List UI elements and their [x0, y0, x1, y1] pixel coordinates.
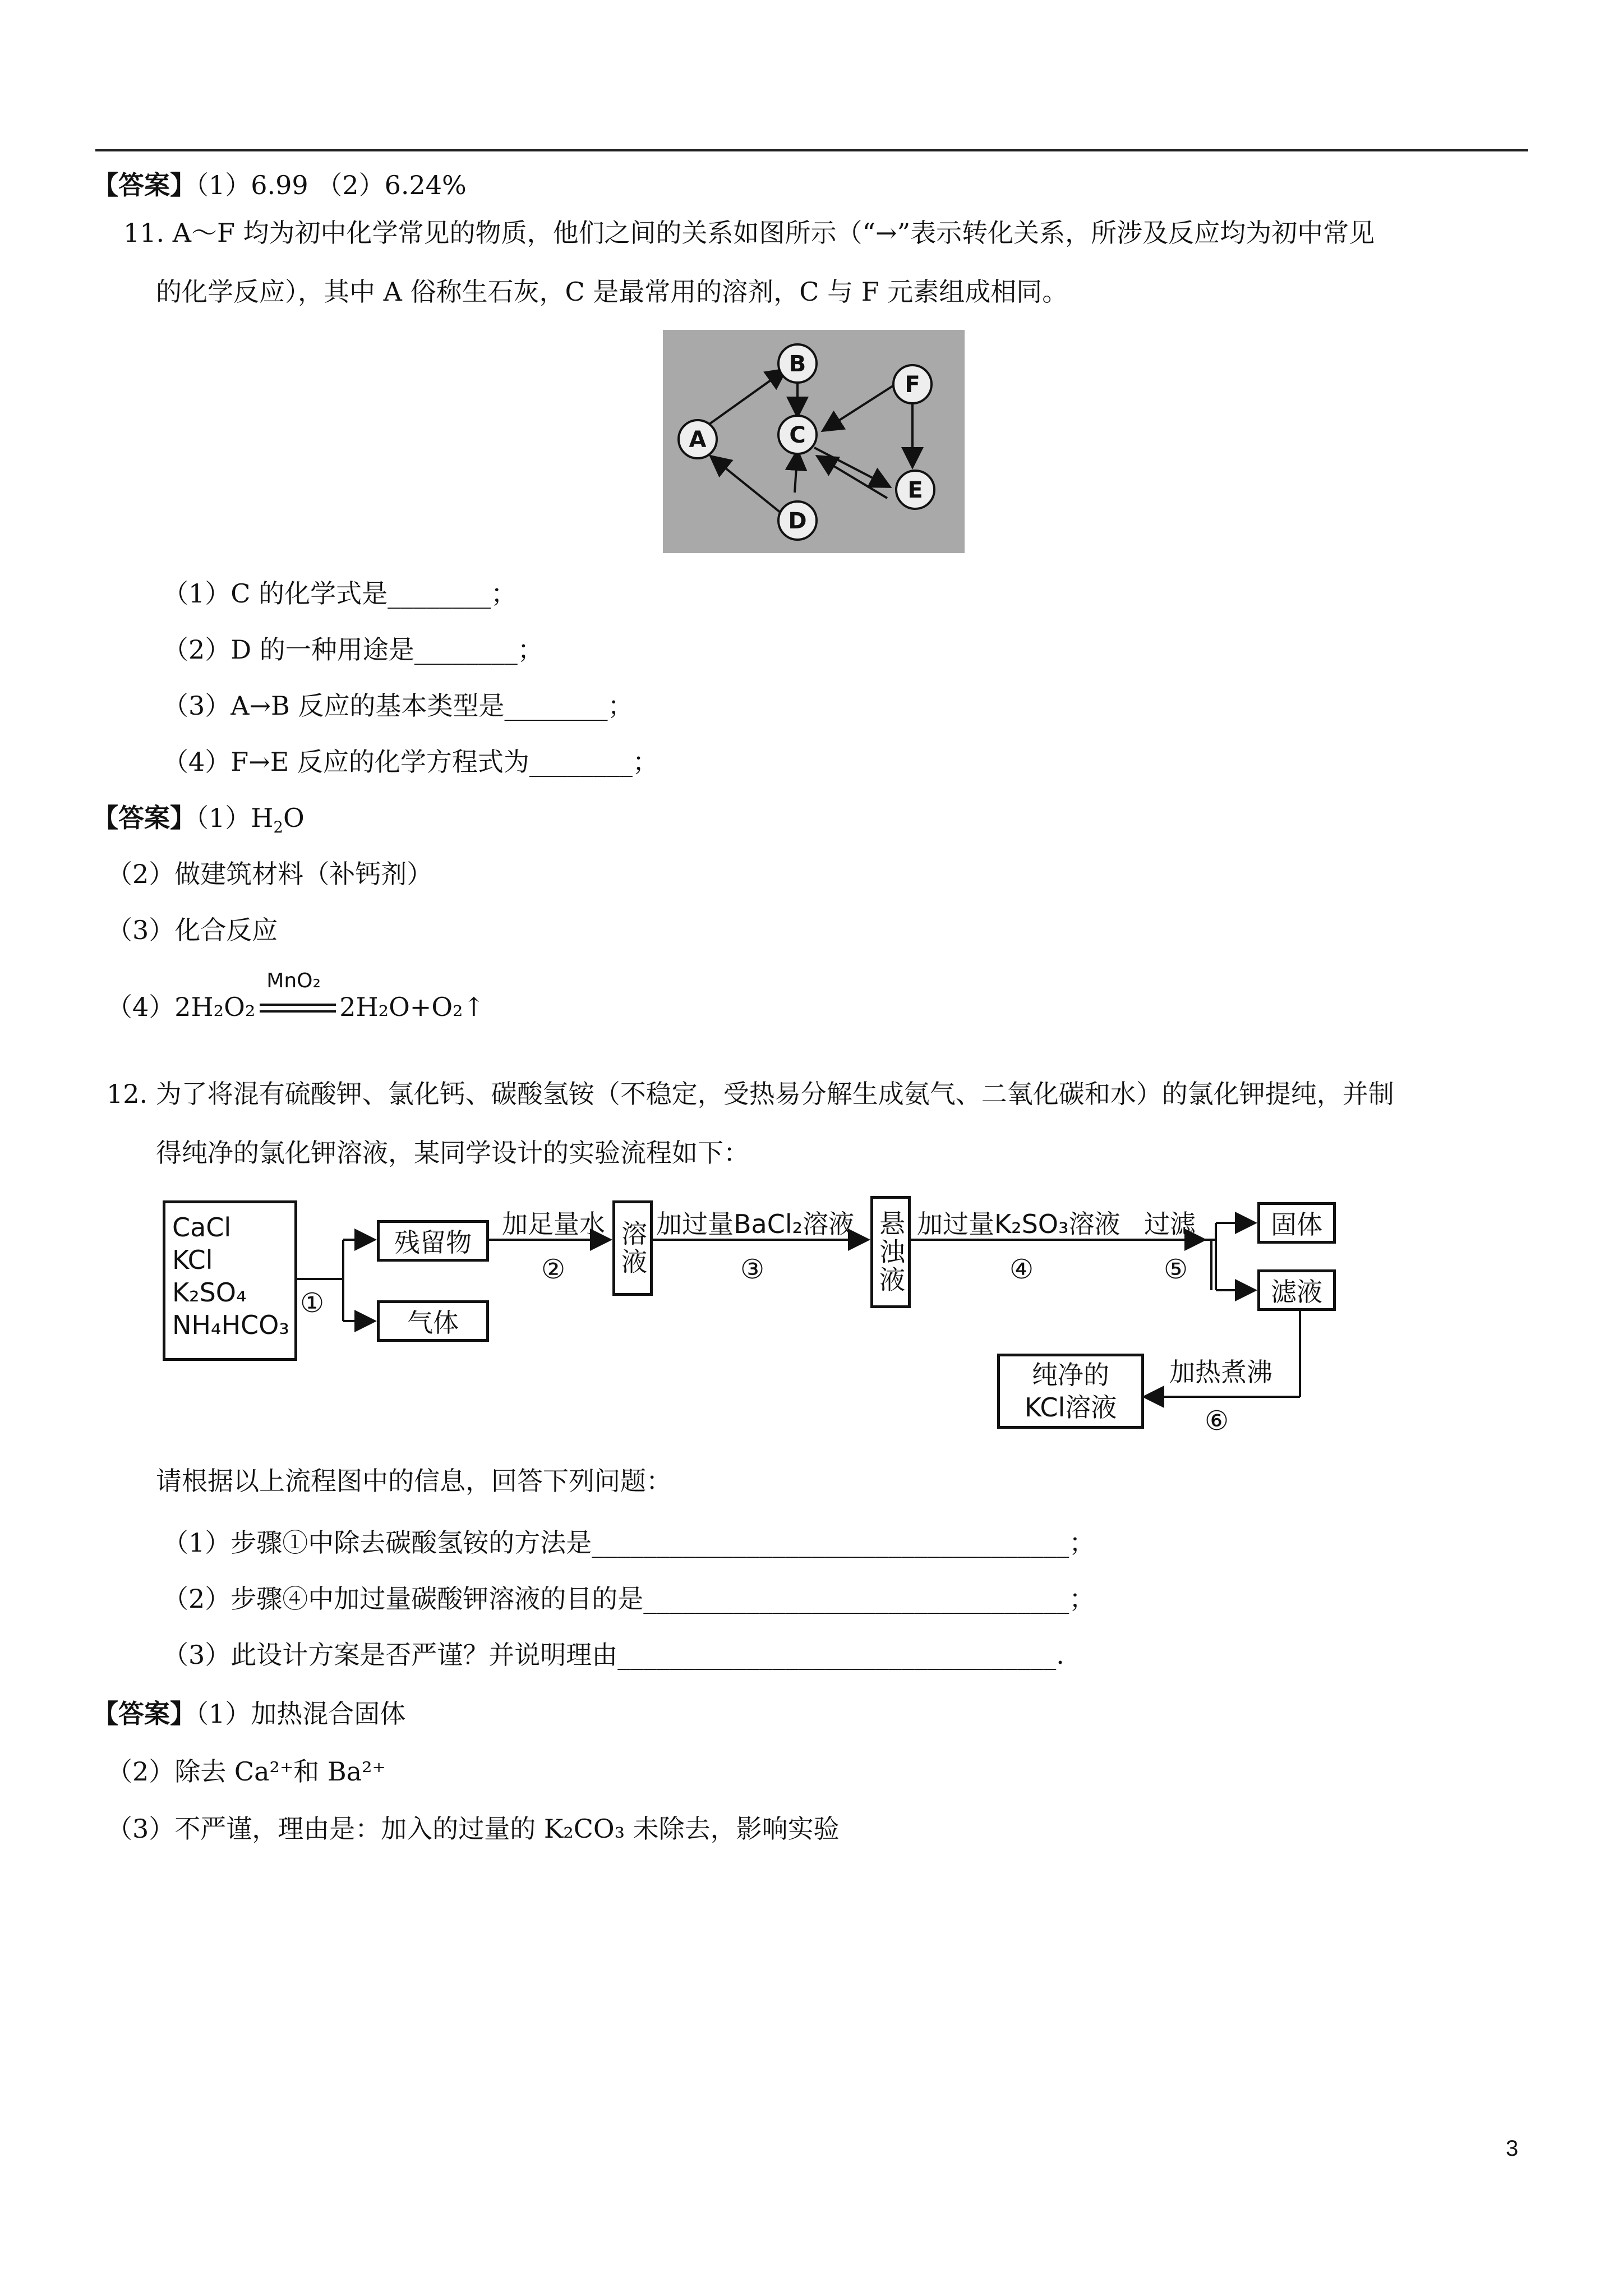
add-k2so3-label: 加过量K₂SO₃溶液: [917, 1209, 1121, 1239]
q11-stem-line1: 11. A～F 均为初中化学常见的物质，他们之间的关系如图所示（“→”表示转化关系，所涉及反应均为初中常见: [123, 218, 1375, 248]
q11-sub3: （3）A→B 反应的基本类型是________；: [163, 691, 634, 721]
node-d: D: [788, 508, 807, 534]
catalyst-label: MnO₂: [266, 969, 321, 992]
q12-answer-3: （3）不严谨，理由是：加入的过量的 K₂CO₃ 未除去，影响实验: [107, 1814, 840, 1844]
equation-right: 2H₂O+O₂↑: [339, 992, 485, 1022]
q12-answer-1: [93, 1697, 405, 1731]
q11-answer-1-subscript: 2: [273, 818, 283, 837]
q11-answer-2: （2）做建筑材料（补钙剂）: [107, 859, 433, 889]
pure-kcl-line1: 纯净的: [1032, 1360, 1109, 1390]
page-number: 3: [1506, 2136, 1519, 2161]
q11-answer-3: （3）化合反应: [107, 915, 278, 945]
step-2: ②: [541, 1254, 566, 1285]
q11-answer-1-suffix: O: [283, 803, 305, 833]
filtrate-box: 滤液: [1257, 1269, 1336, 1311]
q12-sub2: （2）步骤④中加过量碳酸钾溶液的目的是_________________________________；: [163, 1584, 1095, 1614]
node-a: A: [689, 427, 707, 453]
answer-label: 【答案】: [93, 170, 196, 200]
residue-box: 残留物: [377, 1220, 489, 1262]
gas-box: 气体: [377, 1300, 489, 1342]
q11-answer-4-prefix: （4）: [107, 992, 175, 1022]
add-water-label: 加足量水: [502, 1209, 605, 1239]
answer-text: （1）6.99 （2）6.24%: [196, 170, 467, 200]
step-1: ①: [300, 1287, 325, 1319]
equation-left: 2H₂O₂: [174, 992, 256, 1022]
node-f: F: [905, 372, 920, 398]
step-5: ⑤: [1164, 1254, 1188, 1285]
mixture-kcl: KCl: [172, 1245, 213, 1275]
q11-sub1: （1）C 的化学式是________；: [163, 578, 517, 609]
mixture-cacl: CaCl: [172, 1212, 232, 1243]
q11-sub2: （2）D 的一种用途是________；: [163, 634, 543, 665]
q11-answer-1-prefix: （1）H: [196, 803, 274, 833]
mixture-nh4hco3: NH₄HCO₃: [172, 1310, 289, 1340]
mixture-k2so4: K₂SO₄: [172, 1277, 247, 1308]
suspension-box: [870, 1196, 911, 1308]
node-c: C: [789, 422, 806, 448]
q12-answer-2: （2）除去 Ca²⁺和 Ba²⁺: [107, 1756, 386, 1787]
solution-box: [612, 1200, 653, 1296]
suspension-label: 悬浊液: [875, 1210, 906, 1294]
step-3: ③: [740, 1254, 765, 1285]
q12-stem-line1: 12. 为了将混有硫酸钾、氯化钙、碳酸氢铵（不稳定，受热易分解生成氨气、二氧化碳和水）的氯化钾提纯，并制: [107, 1079, 1394, 1109]
filter-label: 过滤: [1144, 1209, 1196, 1239]
step-6: ⑥: [1205, 1405, 1229, 1437]
q12-stem-line2: 得纯净的氯化钾溶液，某同学设计的实验流程如下：: [156, 1138, 749, 1168]
add-bacl2-label: 加过量BaCl₂溶液: [656, 1209, 855, 1239]
boil-label: 加热煮沸: [1169, 1357, 1272, 1387]
node-e: E: [907, 477, 923, 503]
q12-answer-label: 【答案】: [93, 1699, 196, 1729]
q11-sub4: （4）F→E 反应的化学方程式为________；: [163, 747, 658, 777]
solution-label: 溶液: [617, 1220, 648, 1276]
q12-answer-1-text: （1）加热混合固体: [196, 1699, 406, 1729]
q12-prompt: 请根据以上流程图中的信息，回答下列问题：: [156, 1466, 672, 1496]
q11-stem-line2: 的化学反应），其中 A 俗称生石灰，C 是最常用的溶剂，C 与 F 元素组成相同。: [156, 277, 1068, 307]
q11-answer-label: 【答案】: [93, 803, 196, 833]
initial-mixture-box: [163, 1200, 297, 1361]
step-4: ④: [1009, 1254, 1034, 1285]
solid-box: 固体: [1257, 1202, 1336, 1244]
q12-sub3: （3）此设计方案是否严谨？并说明理由__________________________________.: [163, 1640, 1064, 1670]
q12-sub1: （1）步骤①中除去碳酸氢铵的方法是_____________________________________；: [163, 1527, 1095, 1558]
node-b: B: [789, 351, 806, 377]
pure-kcl-box: [997, 1354, 1144, 1429]
pure-kcl-line2: KCl溶液: [1024, 1392, 1117, 1423]
